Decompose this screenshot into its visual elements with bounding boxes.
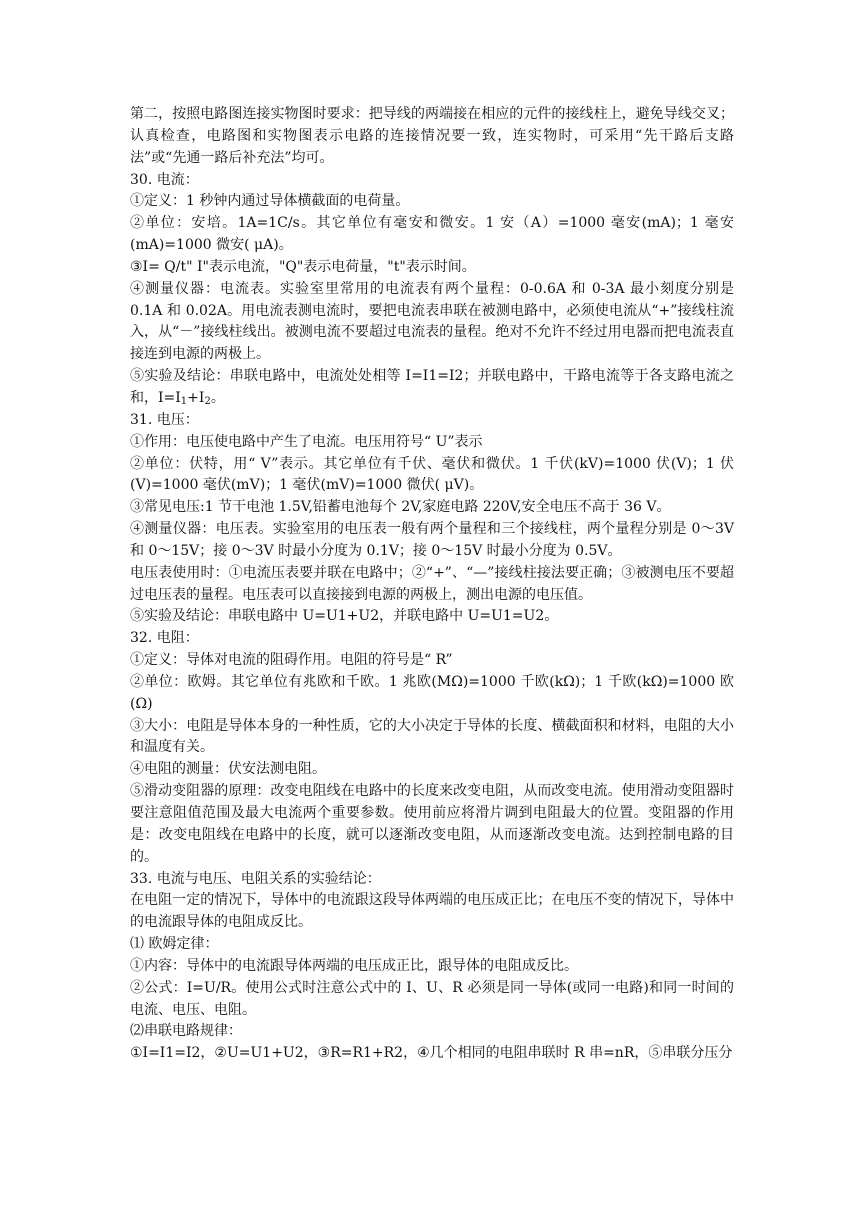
current-conclusion-text: ⑤实验及结论：串联电路中，电流处处相等 I=I1=I2；并联电路中，干路电流等于各支路电流之和，I=I — [130, 368, 734, 406]
resistance-definition: ①定义：导体对电流的阻碍作用。电阻的符号是“ R” — [130, 652, 453, 669]
heading-resistance: 32. 电阻： — [130, 630, 199, 647]
current-definition: ①定义：1 秒钟内通过导体横截面的电荷量。 — [130, 193, 410, 210]
current-conclusion-sub1: 1 — [180, 395, 188, 407]
voltage-measuring-instrument: ④测量仪器：电压表。实验室用的电压表一般有两个量程和三个接线柱，两个量程分别是 0～3V 和 0～15V；接 0～3V 时最小分度为 0.1V；接 0～15V 时最小分度为 0.5V。 — [130, 521, 734, 559]
resistance-unit: ②单位：欧姆。其它单位有兆欧和千欧。1 兆欧(MΩ)=1000 千欧(kΩ)；1 千欧(kΩ)=1000 欧(Ω) — [130, 673, 734, 712]
heading-relationship: 33. 电流与电压、电阻关系的实验结论： — [130, 870, 381, 887]
voltmeter-usage: 电压表使用时：①电流压表要并联在电路中；②“+”、“—”接线柱接法要正确；③被测电压不要超过电压表的量程。电压表可以直接接到电源的两极上，测出电源的电压值。 — [130, 564, 734, 603]
current-formula: ③I= Q/t" I"表示电流，"Q"表示电荷量，"t"表示时间。 — [130, 258, 476, 275]
heading-ohms-law: ⑴ 欧姆定律： — [130, 936, 219, 953]
heading-current: 30. 电流： — [130, 171, 199, 188]
current-conclusion — [130, 366, 734, 410]
rheostat-principle: ⑤滑动变阻器的原理：改变电阻线在电路中的长度来改变电阻，从而改变电流。使用滑动变阻器时要注意阻值范围及最大电流两个重要参数。使用前应将滑片调到电阻最大的位置。变阻器的作用是：改变电阻线在电路中的长度，就可以逐渐改变电阻，从而逐渐改变电流。达到控制电路的目的。 — [130, 783, 734, 865]
heading-voltage: 31. 电压： — [130, 411, 199, 428]
resistance-measurement: ④电阻的测量：伏安法测电阻。 — [130, 761, 326, 778]
heading-series-circuit: ⑵串联电路规律： — [130, 1023, 242, 1040]
current-measuring-instrument: ④测量仪器：电流表。实验室里常用的电流表有两个量程：0-0.6A 和 0-3A 最小刻度分别是 0.1A 和 0.02A。用电流表测电流时，要把电流表串联在被测电路中，必须使电流从“+”接线柱流入，从“－”接线柱线出。被测电流不要超过电流表的量程。绝对不允许不经过用电器而把电流表直接连到电源的两极上。 — [130, 280, 734, 363]
document-page — [130, 104, 734, 1065]
current-unit: ②单位：安培。1A=1C/s。其它单位有毫安和微安。1 安（A）=1000 毫安(mA)；1 毫安(mA)=1000 微安( μA)。 — [130, 215, 734, 254]
voltage-conclusion: ⑤实验及结论：串联电路中 U=U1+U2，并联电路中 U=U1=U2。 — [130, 608, 559, 625]
series-circuit-rules: ①I=I1=I2，②U=U1+U2，③R=R1+R2，④几个相同的电阻串联时 R 串=nR，⑤串联分压分 — [130, 1045, 733, 1062]
paragraph-wiring-requirements: 第二，按照电路图连接实物图时要求：把导线的两端接在相应的元件的接线柱上，避免导线交叉；认真检查，电路图和实物图表示电路的连接情况要一致，连实物时，可采用“先干路后支路法”或“先通一路后补充法”均可。 — [130, 106, 734, 166]
voltage-common-values: ③常见电压:1 节干电池 1.5V,铅蓄电池每个 2V,家庭电路 220V,安全电压不高于 36 V。 — [130, 499, 671, 516]
relationship-conclusion: 在电阻一定的情况下，导体中的电流跟这段导体两端的电压成正比；在电压不变的情况下，导体中的电流跟导体的电阻成反比。 — [130, 892, 734, 931]
resistance-magnitude: ③大小：电阻是导体本身的一种性质，它的大小决定于导体的长度、横截面积和材料，电阻的大小和温度有关。 — [130, 717, 734, 756]
ohms-law-formula: ②公式：I=U/R。使用公式时注意公式中的 I、U、R 必须是同一导体(或同一电路)和同一时间的电流、电压、电阻。 — [130, 979, 734, 1018]
current-conclusion-end: 。 — [210, 389, 225, 406]
current-conclusion-sub2: 2 — [204, 395, 211, 407]
voltage-unit: ②单位：伏特，用“ V”表示。其它单位有千伏、毫伏和微伏。1 千伏(kV)=1000 伏(V)；1 伏(V)=1000 毫伏(mV)；1 毫伏(mV)=1000 微伏( μV)。 — [130, 455, 734, 494]
current-conclusion-plus: +I — [187, 389, 205, 406]
voltage-function: ①作用：电压使电路中产生了电流。电压用符号“ U”表示 — [130, 433, 483, 450]
ohms-law-content: ①内容：导体中的电流跟导体两端的电压成正比，跟导体的电阻成反比。 — [130, 957, 578, 974]
